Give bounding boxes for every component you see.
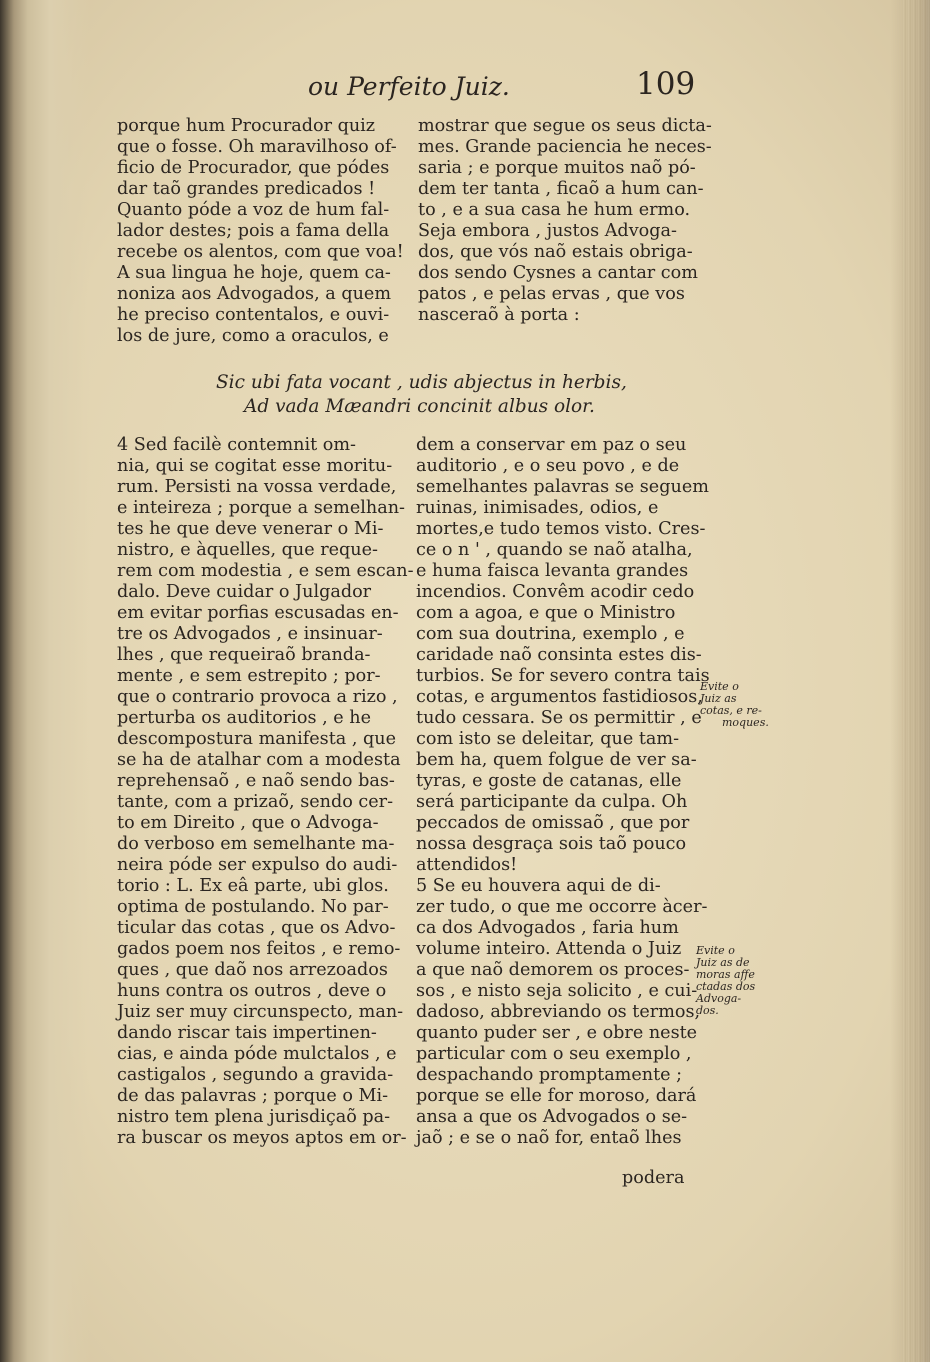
text-line: tyras, e goste de catanas, elle bbox=[416, 771, 682, 791]
text-line: ruinas, inimisades, odios, e bbox=[416, 498, 659, 518]
text-line: turbios. Se for severo contra tais bbox=[416, 666, 710, 686]
text-line: noniza aos Advogados, a quem bbox=[117, 284, 392, 304]
text-line: recebe os alentos, com que voa! bbox=[117, 242, 404, 262]
text-line: quanto puder ser , e obre neste bbox=[416, 1023, 698, 1043]
text-line: a que naõ demorem os proces- bbox=[416, 960, 690, 980]
text-line: semelhantes palavras se seguem bbox=[416, 477, 709, 497]
margin-note-line: Advoga- bbox=[696, 992, 742, 1005]
margin-note bbox=[700, 681, 769, 729]
text-line: dando riscar tais impertinen- bbox=[117, 1023, 377, 1043]
text-line: Juiz ser muy circunspecto, man- bbox=[117, 1002, 404, 1022]
text-line: volume inteiro. Attenda o Juiz bbox=[416, 939, 682, 959]
text-line: mes. Grande paciencia he neces- bbox=[418, 137, 712, 157]
text-line: ca dos Advogados , faria hum bbox=[416, 918, 679, 938]
right-column-bottom bbox=[416, 435, 710, 1149]
text-line: tes he que deve venerar o Mi- bbox=[117, 519, 384, 539]
text-line: do verboso em semelhante ma- bbox=[117, 834, 395, 854]
text-line: com isto se deleitar, que tam- bbox=[416, 729, 680, 749]
text-line: rem com modestia , e sem escan- bbox=[117, 561, 414, 581]
text-line: reprehensaõ , e naõ sendo bas- bbox=[117, 771, 395, 791]
text-line: optima de postulando. No par- bbox=[117, 897, 389, 917]
text-line: dos sendo Cysnes a cantar com bbox=[418, 263, 698, 283]
text-line: los de jure, como a oraculos, e bbox=[117, 326, 389, 346]
text-line: Quanto póde a voz de hum fal- bbox=[117, 200, 390, 220]
text-line: cotas, e argumentos fastidiosos, bbox=[416, 687, 703, 707]
left-column-top bbox=[117, 116, 404, 347]
text-line: mortes,e tudo temos visto. Cres- bbox=[416, 519, 706, 539]
margin-note-line: moques. bbox=[722, 716, 769, 729]
text-line: ques , que daõ nos arrezoados bbox=[117, 960, 388, 980]
text-line: dalo. Deve cuidar o Julgador bbox=[117, 582, 372, 602]
margin-note-line: Juiz as bbox=[700, 692, 737, 705]
text-line: auditorio , e o seu povo , e de bbox=[416, 456, 680, 476]
margin-note bbox=[696, 945, 755, 1017]
text-line: que o contrario provoca a rizo , bbox=[117, 687, 398, 707]
text-line: nistro, e àquelles, que reque- bbox=[117, 540, 378, 560]
text-line: e huma faisca levanta grandes bbox=[416, 561, 689, 581]
text-line: caridade naõ consinta estes dis- bbox=[416, 645, 702, 665]
text-line: sos , e nisto seja solicito , e cui- bbox=[416, 981, 698, 1001]
text-line: com a agoa, e que o Ministro bbox=[416, 603, 676, 623]
text-line: dadoso, abbreviando os termos, bbox=[416, 1002, 701, 1022]
text-line: porque hum Procurador quiz bbox=[117, 116, 376, 136]
page-edge bbox=[902, 0, 930, 1362]
text-line: patos , e pelas ervas , que vos bbox=[418, 284, 685, 304]
text-line: dar taõ grandes predicados ! bbox=[117, 179, 376, 199]
text-line: nasceraõ à porta : bbox=[418, 305, 580, 325]
text-line: to , e a sua casa he hum ermo. bbox=[418, 200, 691, 220]
text-line: ansa a que os Advogados o se- bbox=[416, 1107, 688, 1127]
text-line: de das palavras ; porque o Mi- bbox=[117, 1086, 389, 1106]
text-line: e inteireza ; porque a semelhan- bbox=[117, 498, 405, 518]
text-line: em evitar porfias escusadas en- bbox=[117, 603, 399, 623]
text-line: castigalos , segundo a gravida- bbox=[117, 1065, 394, 1085]
verse-line: Ad vada Mæandri concinit albus olor. bbox=[244, 396, 595, 417]
text-line: nossa desgraça sois taõ pouco bbox=[416, 834, 687, 854]
text-line: que o fosse. Oh maravilhoso of- bbox=[117, 137, 397, 157]
text-line: se ha de atalhar com a modesta bbox=[117, 750, 401, 770]
text-line: dos, que vós naõ estais obriga- bbox=[418, 242, 693, 262]
text-line: huns contra os outros , deve o bbox=[117, 981, 387, 1001]
text-line: com sua doutrina, exemplo , e bbox=[416, 624, 685, 644]
text-line: A sua lingua he hoje, quem ca- bbox=[117, 263, 391, 283]
text-line: gados poem nos feitos , e remo- bbox=[117, 939, 401, 959]
text-line: rum. Persisti na vossa verdade, bbox=[117, 477, 397, 497]
text-line: ficio de Procurador, que pódes bbox=[117, 158, 390, 178]
text-line: ticular das cotas , que os Advo- bbox=[117, 918, 396, 938]
text-line: neira póde ser expulso do audi- bbox=[117, 855, 398, 875]
text-line: será participante da culpa. Oh bbox=[416, 792, 688, 812]
text-line: peccados de omissaõ , que por bbox=[416, 813, 690, 833]
text-line: bem ha, quem folgue de ver sa- bbox=[416, 750, 697, 770]
text-line: lhes , que requeiraõ branda- bbox=[117, 645, 371, 665]
right-column-top bbox=[418, 116, 712, 326]
text-line: descompostura manifesta , que bbox=[117, 729, 397, 749]
text-line: attendidos! bbox=[416, 855, 518, 875]
text-line: dem a conservar em paz o seu bbox=[416, 435, 687, 455]
text-line: nistro tem plena jurisdiçaõ pa- bbox=[117, 1107, 391, 1127]
text-line: cias, e ainda póde mulctalos , e bbox=[117, 1044, 397, 1064]
text-line: porque se elle for moroso, dará bbox=[416, 1086, 697, 1106]
text-line: torio : L. Ex eâ parte, ubi glos. bbox=[117, 876, 389, 896]
text-line: despachando promptamente ; bbox=[416, 1065, 683, 1085]
text-line: lador destes; pois a fama della bbox=[117, 221, 390, 241]
text-line: jaõ ; e se o naõ for, entaõ lhes bbox=[416, 1128, 682, 1148]
catchword: podera bbox=[622, 1168, 685, 1188]
text-line: mente , e sem estrepito ; por- bbox=[117, 666, 381, 686]
text-line: tudo cessara. Se os permittir , e bbox=[416, 708, 702, 728]
running-title: ou Perfeito Juiz. bbox=[308, 72, 510, 101]
page-number: 109 bbox=[636, 66, 696, 102]
page-header bbox=[0, 66, 930, 110]
margin-note-line: Juiz as de bbox=[696, 956, 750, 969]
text-line: tre os Advogados , e insinuar- bbox=[117, 624, 383, 644]
left-column-bottom bbox=[117, 435, 414, 1149]
text-line: 4 Sed facilè contemnit om- bbox=[117, 435, 357, 455]
text-line: mostrar que segue os seus dicta- bbox=[418, 116, 712, 136]
margin-note-line: ctadas dos bbox=[696, 980, 756, 993]
text-line: zer tudo, o que me occorre àcer- bbox=[416, 897, 708, 917]
text-line: he preciso contentalos, e ouvi- bbox=[117, 305, 390, 325]
text-line: nia, qui se cogitat esse moritu- bbox=[117, 456, 393, 476]
margin-note-line: cotas, e re- bbox=[700, 704, 762, 717]
text-line: dem ter tanta , ficaõ a hum can- bbox=[418, 179, 704, 199]
margin-note-line: Evite o bbox=[700, 680, 739, 693]
text-line: to em Direito , que o Advoga- bbox=[117, 813, 379, 833]
margin-note-line: dos. bbox=[696, 1004, 719, 1017]
text-line: tante, com a prizaõ, sendo cer- bbox=[117, 792, 394, 812]
text-line: 5 Se eu houvera aqui de di- bbox=[416, 876, 661, 896]
text-line: incendios. Convêm acodir cedo bbox=[416, 582, 695, 602]
margin-note-line: moras affe bbox=[696, 968, 755, 981]
text-line: perturba os auditorios , e he bbox=[117, 708, 372, 728]
text-line: particular com o seu exemplo , bbox=[416, 1044, 692, 1064]
text-line: Seja embora , justos Advoga- bbox=[418, 221, 677, 241]
margin-note-line: Evite o bbox=[696, 944, 735, 957]
text-line: ra buscar os meyos aptos em or- bbox=[117, 1128, 407, 1148]
verse-line: Sic ubi fata vocant , udis abjectus in herbis, bbox=[216, 372, 627, 393]
text-line: saria ; e porque muitos naõ pó- bbox=[418, 158, 696, 178]
text-line: ce o n ' , quando se naõ atalha, bbox=[416, 540, 693, 560]
